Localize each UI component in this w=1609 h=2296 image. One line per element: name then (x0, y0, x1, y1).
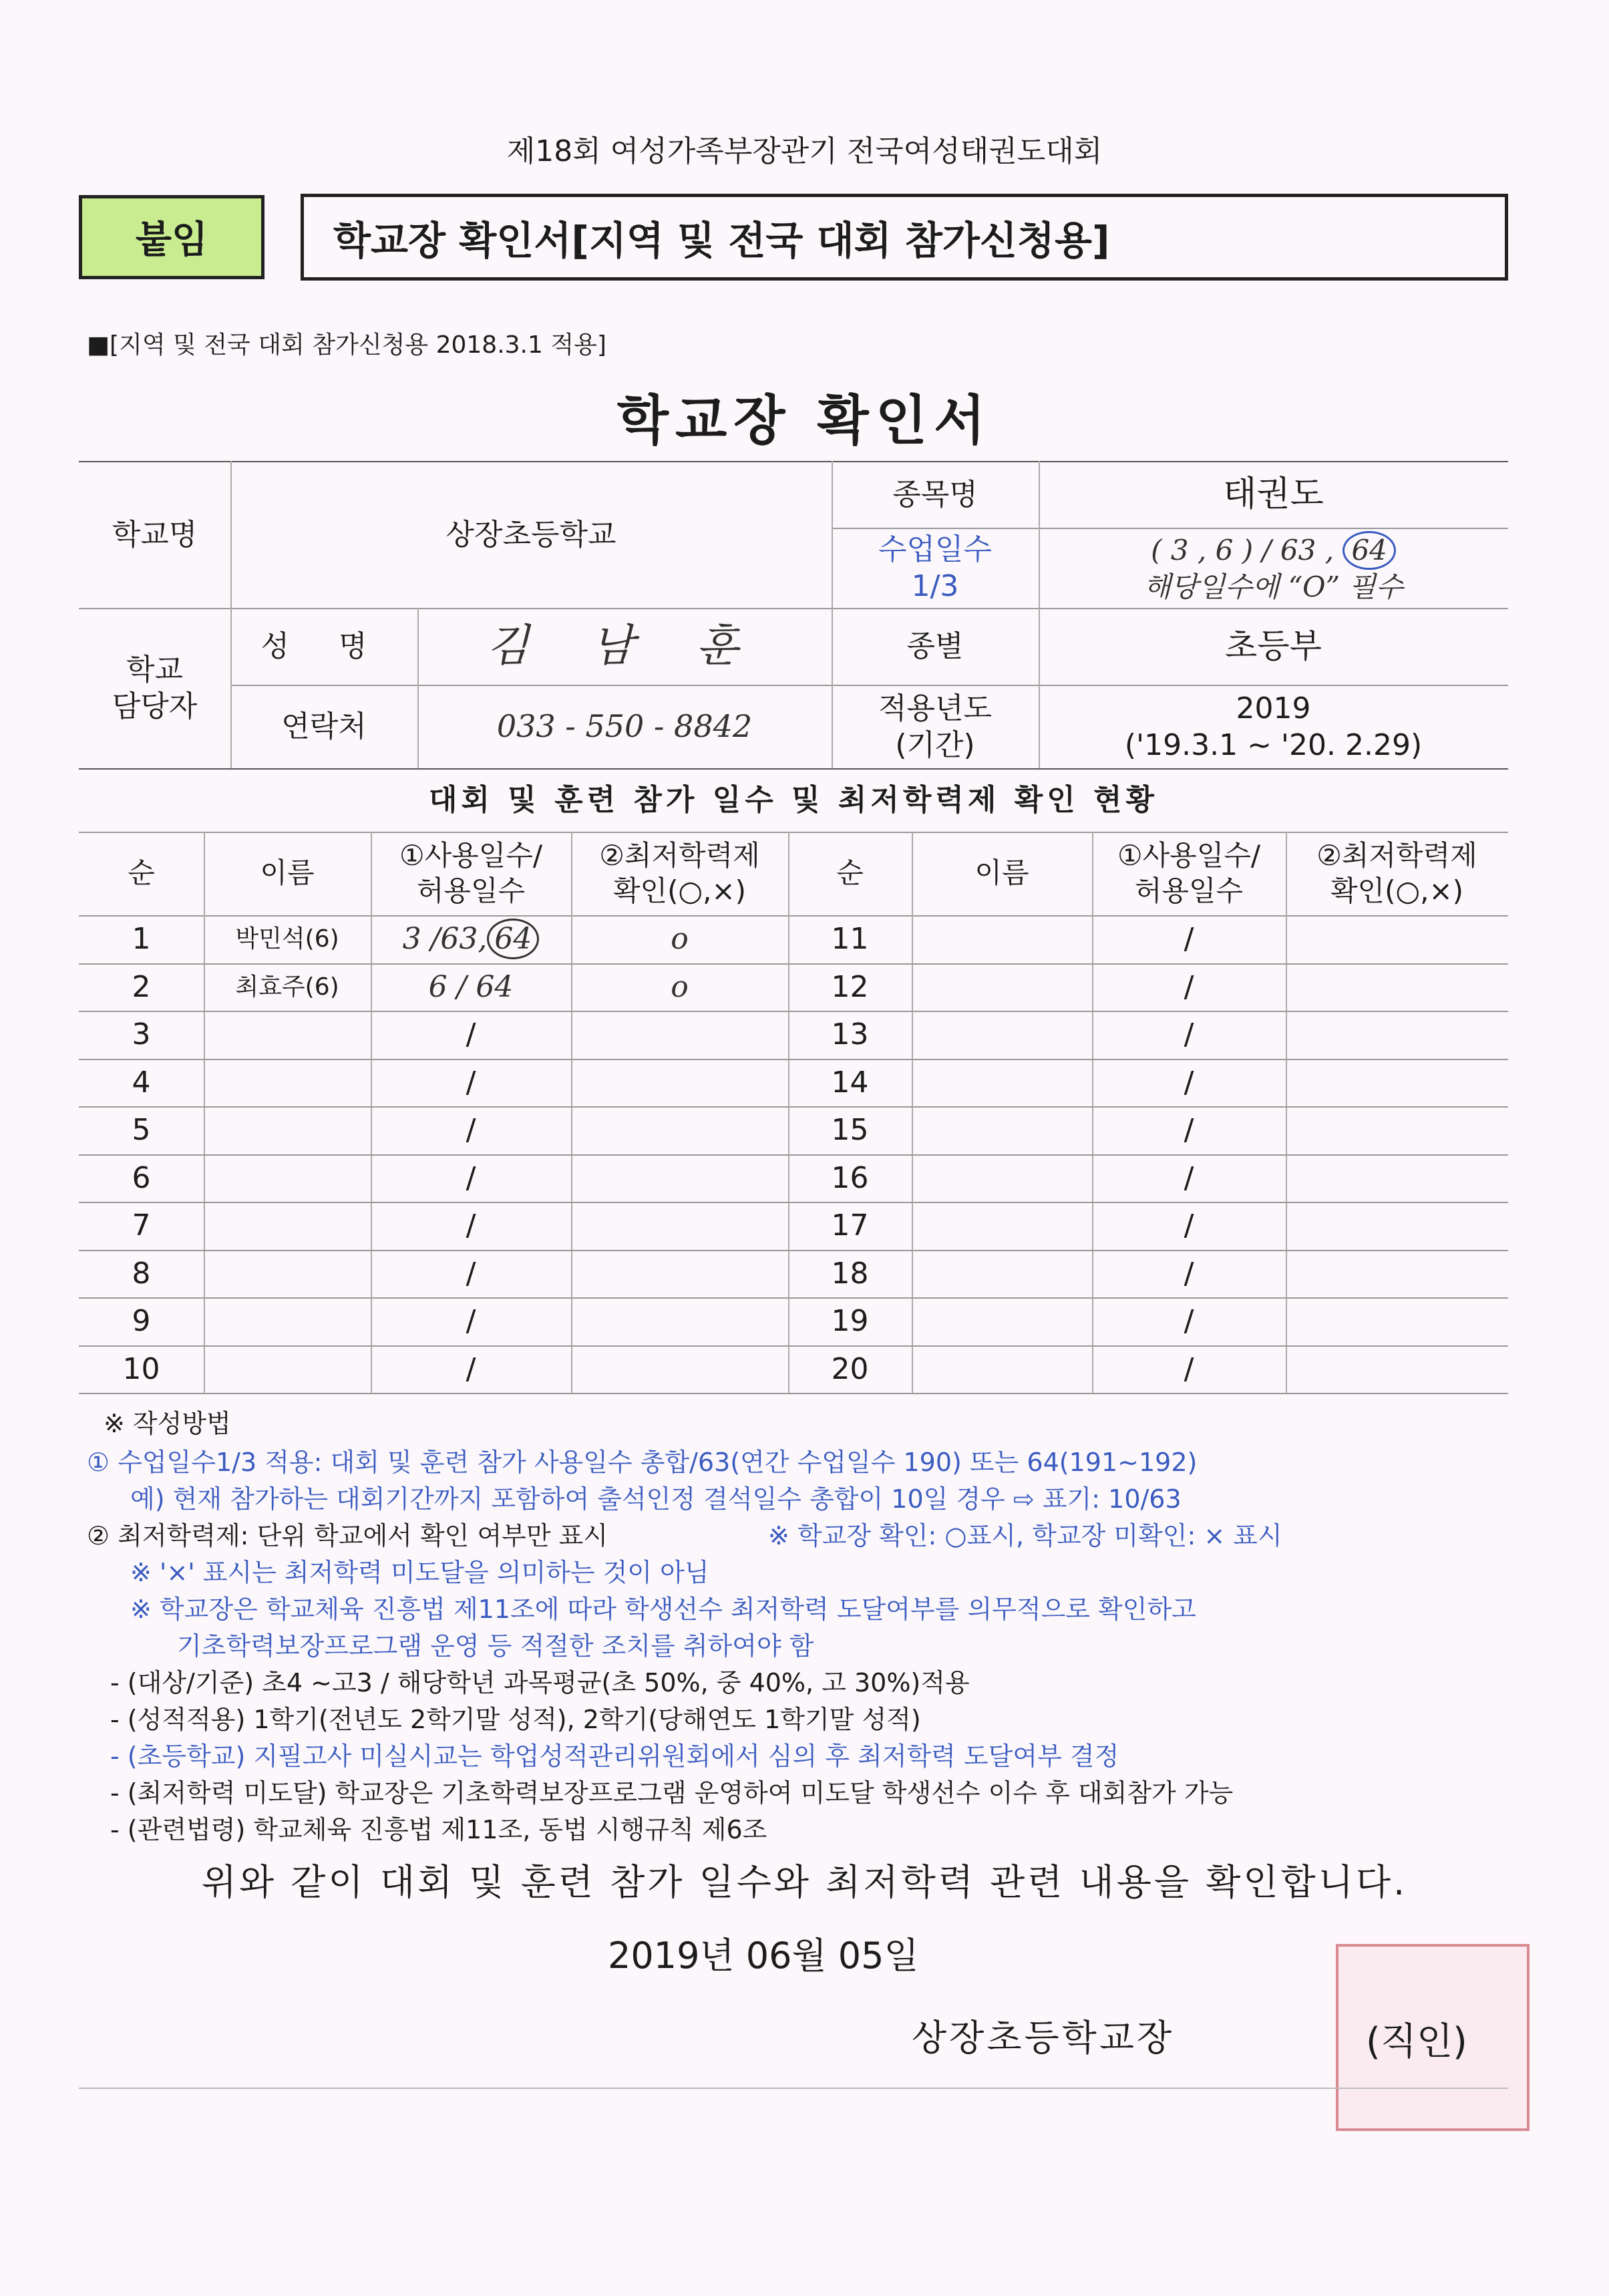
method-line7: - (대상/기준) 초4 ~고3 / 해당학년 과목평균(초 50%, 중 40%, 고 30%)적용 (110, 1668, 970, 1697)
row-days: / (466, 1160, 476, 1195)
school-label: 학교명 (112, 517, 198, 552)
manager-label (79, 608, 230, 768)
row-days: / (466, 1304, 476, 1339)
row-days-right: / (1184, 1208, 1194, 1243)
principal-title: 상장초등학교장 (912, 2017, 1175, 2059)
confirm-date: 2019년 06월 05일 (608, 1935, 919, 1977)
row-seq-right: 19 (831, 1304, 869, 1339)
row-min (571, 1297, 788, 1345)
days-label-2: 1/3 (911, 569, 959, 603)
row-seq-right: 11 (831, 922, 869, 957)
footer-line (79, 2088, 1508, 2089)
division-value: 초등부 (1225, 627, 1322, 666)
year-label (832, 685, 1039, 768)
name-value: 김 남 훈 (486, 620, 763, 672)
row-name (204, 1154, 371, 1202)
header-name-right: 이름 (974, 856, 1029, 890)
row-days-circled: 64 (487, 919, 539, 959)
row-days (371, 915, 571, 963)
row-seq: 5 (132, 1113, 151, 1148)
table-vline (912, 832, 913, 1393)
row-seq-right: 17 (831, 1208, 869, 1243)
header-min-right-2: 확인(○,×) (1330, 874, 1464, 907)
row-min (571, 1154, 788, 1202)
row-min (571, 1345, 788, 1393)
row-seq: 10 (122, 1351, 160, 1386)
header-days-2: 허용일수 (416, 874, 526, 907)
row-seq-right: 16 (831, 1160, 869, 1195)
header-seq-right: 순 (836, 856, 864, 890)
confirm-statement: 위와 같이 대회 및 훈련 참가 일수와 최저학력 관련 내용을 확인합니다. (201, 1861, 1408, 1903)
row-days-right: / (1184, 1351, 1194, 1386)
year-label-2: (기간) (895, 727, 975, 762)
row-seq: 8 (132, 1256, 151, 1291)
row-name: 박민석(6) (235, 925, 339, 953)
days-value-line: ( 3 , 6 ) / 63 , 64 (1151, 531, 1396, 570)
method-line3b: ※ 학교장 확인: ○표시, 학교장 미확인: × 표시 (768, 1521, 1282, 1550)
days-label (832, 528, 1039, 608)
row-name (204, 1297, 371, 1345)
row-days-right: / (1184, 1065, 1194, 1100)
school-value: 상장초등학교 (445, 517, 616, 552)
contact-label: 연락처 (281, 709, 367, 744)
row-days-right: / (1184, 1256, 1194, 1291)
year-value-main: 2019 (1236, 691, 1311, 725)
period-value: ('19.3.1 ~ '20. 2.29) (1124, 727, 1423, 762)
row-name (204, 1059, 371, 1107)
row-min (571, 1106, 788, 1154)
row-days-right: / (1184, 1113, 1194, 1148)
row-days: / (466, 1208, 476, 1243)
event-value: 태권도 (1223, 474, 1324, 514)
row-seq: 7 (132, 1208, 151, 1243)
row-min: o (671, 922, 689, 957)
row-name (204, 1106, 371, 1154)
header-min-right-1: ②최저학력제 (1316, 839, 1477, 872)
row-seq: 1 (132, 922, 151, 957)
year-label-1: 적용년도 (878, 691, 992, 725)
method-line2: 예) 현재 참가하는 대회기간까지 포함하여 출석인정 결석일수 총합이 10일 경우 ⇨ 표기: 10/63 (130, 1484, 1182, 1514)
header-min (571, 832, 788, 915)
header-days-right (1092, 832, 1286, 915)
header-days (371, 832, 571, 915)
days-note: 해당일수에 “O” 필수 (1143, 570, 1403, 603)
row-seq: 2 (132, 969, 151, 1004)
table-vline (1286, 832, 1287, 1393)
method-title: ※ 작성방법 (104, 1409, 231, 1438)
method-line1: ① 수업일수1/3 적용: 대회 및 훈련 참가 사용일수 총합/63(연간 수업일수 190) 또는 64(191~192) (87, 1448, 1198, 1477)
row-days-right: / (1184, 969, 1194, 1004)
contact-value: 033 - 550 - 8842 (496, 707, 753, 744)
division-label: 종별 (906, 629, 964, 663)
row-days: / (466, 1017, 476, 1052)
manager-label-1: 학교 (126, 653, 183, 687)
method-line5: ※ 학교장은 학교체육 진흥법 제11조에 따라 학생선수 최저학력 도달여부를 의무적으로 확인하고 (130, 1595, 1196, 1624)
row-days: 6 / 64 (428, 969, 514, 1004)
row-days: / (466, 1256, 476, 1291)
header-name: 이름 (260, 856, 315, 890)
row-seq: 4 (132, 1065, 151, 1100)
method-line6: 기초학력보장프로그램 운영 등 적절한 조치를 취하여야 함 (177, 1631, 814, 1661)
header-min-1: ②최저학력제 (599, 839, 760, 872)
row-days-right: / (1184, 922, 1194, 957)
row-divider (79, 1393, 1508, 1394)
row-seq-right: 13 (831, 1017, 869, 1052)
header-days-1: ①사용일수/ (399, 839, 543, 872)
row-name (204, 1345, 371, 1393)
row-days: / (466, 1113, 476, 1148)
row-min (571, 1202, 788, 1250)
row-seq-right: 14 (831, 1065, 869, 1100)
days-value (1039, 528, 1508, 608)
row-days-right: / (1184, 1160, 1194, 1195)
method-line4: ※ '×' 표시는 최저학력 미도달을 의미하는 것이 아님 (130, 1558, 709, 1587)
method-line11: - (관련법령) 학교체육 진흥법 제11조, 동법 시행규칙 제6조 (110, 1815, 767, 1844)
header-seq: 순 (128, 856, 155, 890)
row-days-right: / (1184, 1304, 1194, 1339)
row-name (204, 1202, 371, 1250)
row-name (204, 1011, 371, 1059)
manager-label-2: 담당자 (112, 689, 198, 723)
form-title: 학교장 확인서[지역 및 전국 대회 참가신청용] (301, 194, 1508, 281)
row-min (571, 1059, 788, 1107)
days-label-1: 수업일수 (878, 532, 992, 566)
circled-64: 64 (1343, 531, 1395, 570)
method-line10: - (최저학력 미도달) 학교장은 기초학력보장프로그램 운영하여 미도달 학생선수 이수 후 대회참가 가능 (110, 1778, 1234, 1808)
header-days-right-2: 허용일수 (1134, 874, 1244, 907)
row-days-right: / (1184, 1017, 1194, 1052)
row-seq-right: 12 (831, 969, 869, 1004)
method-line8: - (성적적용) 1학기(전년도 2학기말 성적), 2학기(당해연도 1학기말 성적) (110, 1705, 921, 1734)
row-seq: 9 (132, 1304, 151, 1339)
header-min-right (1286, 832, 1508, 915)
row-seq-right: 15 (831, 1113, 869, 1148)
header-days-right-1: ①사용일수/ (1117, 839, 1261, 872)
event-label: 종목명 (892, 477, 978, 512)
row-name (204, 1250, 371, 1298)
doc-title: 학교장 확인서 (616, 389, 993, 452)
row-days: / (466, 1351, 476, 1386)
row-seq-right: 20 (831, 1351, 869, 1386)
row-days-text: 3 /63, (402, 922, 488, 957)
year-value (1039, 685, 1508, 768)
header-min-2: 확인(○,×) (612, 874, 747, 907)
row-seq-right: 18 (831, 1256, 869, 1291)
row-days: / (466, 1065, 476, 1100)
table-caption: 대회 및 훈련 참가 일수 및 최저학력제 확인 현황 (428, 783, 1159, 817)
apply-note: ■[지역 및 전국 대회 참가신청용 2018.3.1 적용] (87, 331, 606, 359)
row-name: 최효주(6) (235, 973, 339, 1001)
row-min (571, 1011, 788, 1059)
row-min: o (671, 969, 689, 1004)
row-seq: 3 (132, 1017, 151, 1052)
method-line3a: ② 최저학력제: 단위 학교에서 확인 여부만 표시 (87, 1521, 608, 1550)
name-label: 성 명 (260, 629, 387, 663)
row-seq: 6 (132, 1160, 151, 1195)
row-min (571, 1250, 788, 1298)
seal-label: (직인) (1366, 2020, 1467, 2064)
method-line9: - (초등학교) 지필고사 미실시교는 학업성적관리위원회에서 심의 후 최저학력 도달여부 결정 (110, 1742, 1119, 1771)
event-title: 제18회 여성가족부장관기 전국여성태권도대회 (506, 134, 1103, 168)
attach-label: 붙임 (79, 195, 264, 279)
